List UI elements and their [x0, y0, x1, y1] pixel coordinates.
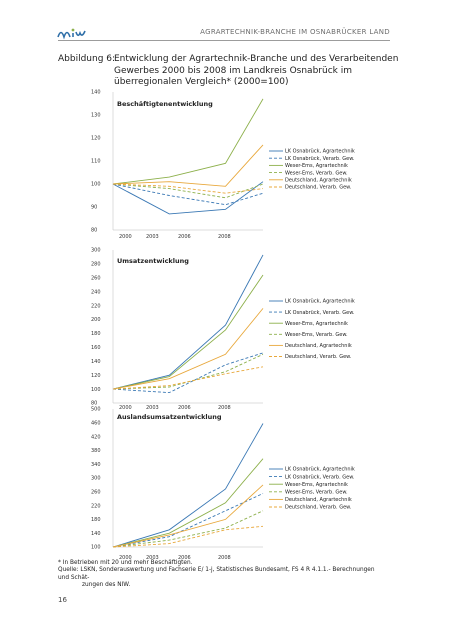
- legend-entry: Weser-Ems, Verarb. Gew.: [285, 489, 348, 496]
- niw-logo: [57, 26, 87, 40]
- x-tick-label: 2000: [119, 555, 132, 561]
- legend-entry: Deutschland, Agrartechnik: [285, 497, 352, 504]
- y-tick-label: 160: [91, 345, 101, 352]
- y-tick-label: 420: [91, 434, 101, 441]
- figure-title: Entwicklung der Agrartechnik-Branche und des Verarbeitenden Gewerbes 2000 bis 2008 im Landkreis Osnabrück im überregionalen Vergleich* (2000=100): [114, 54, 399, 87]
- x-tick-label: 2003: [146, 405, 159, 411]
- y-tick-label: 120: [91, 135, 101, 142]
- y-tick-label: 460: [91, 420, 101, 427]
- y-tick-label: 380: [91, 448, 101, 455]
- y-tick-label: 300: [91, 475, 101, 482]
- legend-entry: Weser-Ems, Agrartechnik: [285, 481, 348, 488]
- header-title: AGRARTECHNIK-BRANCHE IM OSNABRÜCKER LAND: [200, 28, 390, 36]
- x-tick-label: 2006: [178, 555, 191, 561]
- y-tick-label: 220: [91, 503, 101, 510]
- y-tick-label: 500: [91, 406, 101, 413]
- x-tick-label: 2008: [218, 555, 231, 561]
- legend-entry: LK Osnabrück, Agrartechnik: [285, 298, 355, 305]
- y-tick-label: 100: [91, 544, 101, 551]
- legend-entry: Deutschland, Verarb. Gew.: [285, 354, 352, 361]
- series-line: [113, 182, 263, 214]
- legend-entry: LK Osnabrück, Agrartechnik: [285, 466, 355, 473]
- y-tick-label: 130: [91, 112, 101, 119]
- series-line: [113, 308, 263, 389]
- legend-entry: LK Osnabrück, Verarb. Gew.: [285, 155, 355, 162]
- legend-entry: Weser-Ems, Verarb. Gew.: [285, 170, 348, 177]
- x-tick-label: 2003: [146, 234, 159, 240]
- legend-entry: Weser-Ems, Agrartechnik: [285, 163, 348, 170]
- y-tick-label: 80: [91, 400, 98, 407]
- x-tick-label: 2000: [119, 405, 132, 411]
- legend-entry: Deutschland, Verarb. Gew.: [285, 184, 352, 191]
- series-line: [113, 145, 263, 186]
- series-line: [113, 255, 263, 389]
- legend-entry: Weser-Ems, Verarb. Gew.: [285, 332, 348, 338]
- series-line: [113, 99, 263, 184]
- chart-title: Auslandsumsatzentwicklung: [117, 413, 222, 421]
- legend-entry: Weser-Ems, Agrartechnik: [285, 320, 348, 327]
- chart-employment: [0, 84, 452, 244]
- x-tick-label: 2006: [178, 405, 191, 411]
- y-tick-label: 140: [91, 530, 101, 537]
- x-tick-label: 2006: [178, 234, 191, 240]
- y-tick-label: 180: [91, 331, 101, 338]
- series-line: [113, 459, 263, 547]
- figure-label: Abbildung 6:: [58, 54, 116, 64]
- x-tick-label: 2008: [218, 405, 231, 411]
- y-tick-label: 300: [91, 247, 101, 254]
- y-tick-label: 100: [91, 386, 101, 393]
- y-tick-label: 120: [91, 372, 101, 379]
- legend-entry: LK Osnabrück, Agrartechnik: [285, 148, 355, 155]
- series-line: [113, 184, 263, 205]
- x-tick-label: 2008: [218, 234, 231, 240]
- legend-entry: Deutschland, Verarb. Gew.: [285, 504, 352, 511]
- y-tick-label: 200: [91, 317, 101, 324]
- y-tick-label: 280: [91, 261, 101, 268]
- series-line: [113, 275, 263, 389]
- header-divider: [58, 40, 390, 41]
- footnote-asterisk: * In Betrieben mit 20 und mehr Beschäftigten.: [58, 560, 193, 566]
- chart-export-revenue: [0, 404, 452, 560]
- y-tick-label: 90: [91, 204, 98, 211]
- figure-source-note: [58, 560, 378, 589]
- legend-entry: Deutschland, Agrartechnik: [285, 343, 352, 350]
- footnote-source-cont: zungen des NIW.: [82, 581, 131, 588]
- y-tick-label: 140: [91, 358, 101, 365]
- y-tick-label: 100: [91, 181, 101, 188]
- y-tick-label: 180: [91, 517, 101, 524]
- y-tick-label: 110: [91, 158, 101, 165]
- x-tick-label: 2003: [146, 555, 159, 561]
- page-number: 16: [58, 596, 67, 604]
- y-tick-label: 240: [91, 289, 101, 296]
- y-tick-label: 140: [91, 89, 101, 96]
- y-tick-label: 260: [91, 489, 101, 496]
- y-tick-label: 220: [91, 303, 101, 310]
- legend-entry: Deutschland, Agrartechnik: [285, 177, 352, 184]
- chart-title: Umsatzentwicklung: [117, 257, 189, 265]
- chart-title: Beschäftigtenentwicklung: [117, 100, 213, 108]
- y-tick-label: 80: [91, 227, 98, 234]
- legend-entry: LK Osnabrück, Verarb. Gew.: [285, 474, 355, 481]
- x-tick-label: 2000: [119, 234, 132, 240]
- y-tick-label: 260: [91, 275, 101, 282]
- footnote-source: Quelle: LSKN, Sonderauswertung und Fachserie E/ 1-j, Statistisches Bundesamt, FS 4 R 4.1.1.- Berechnungen und Schät-: [58, 567, 375, 581]
- legend-entry: LK Osnabrück, Verarb. Gew.: [285, 309, 355, 316]
- y-tick-label: 340: [91, 461, 101, 468]
